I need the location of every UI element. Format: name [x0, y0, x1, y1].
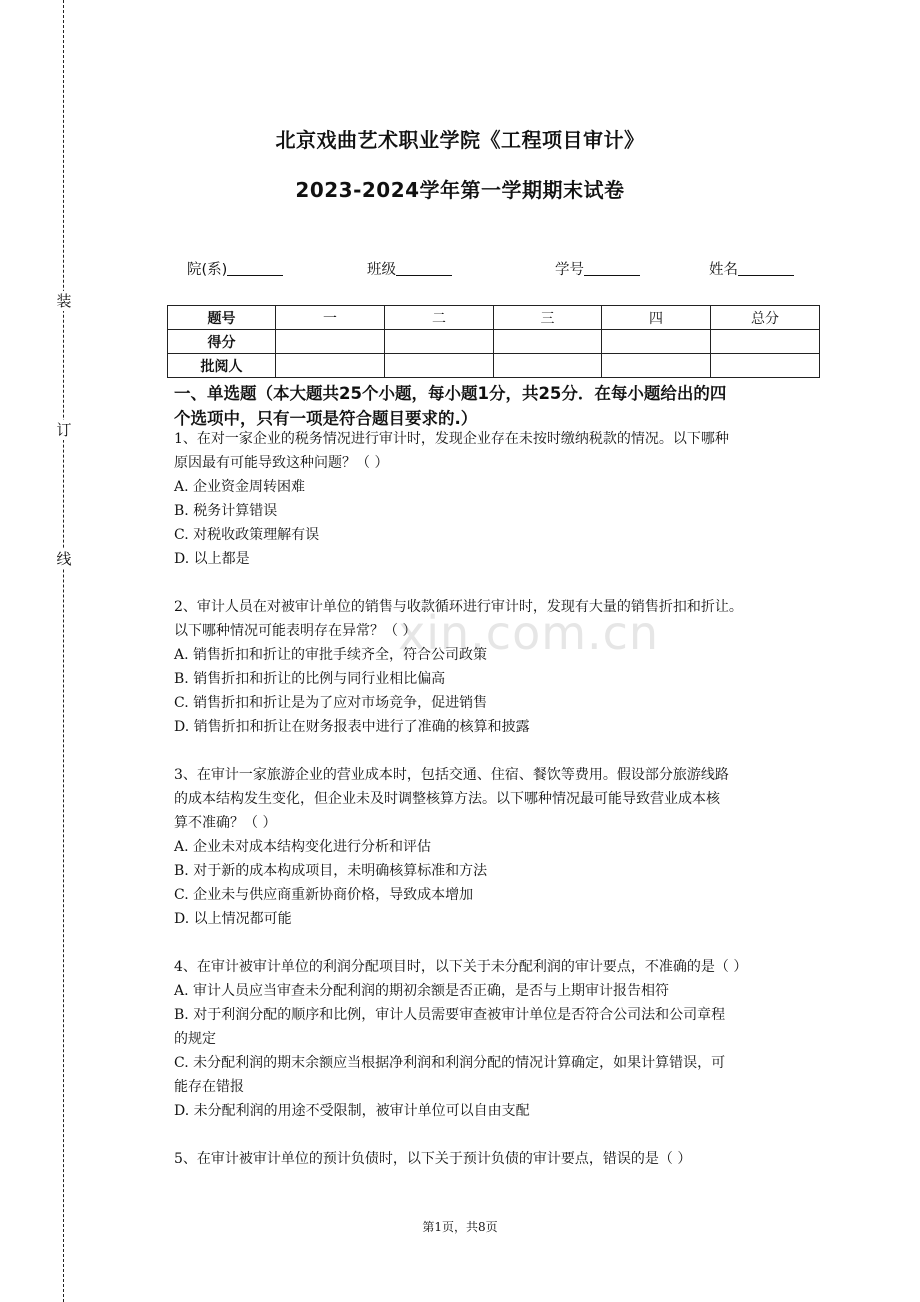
- score-header-cell: 四: [602, 306, 711, 330]
- answer-option: D. 以上都是: [174, 551, 250, 567]
- reviewer-cell[interactable]: [276, 354, 385, 378]
- score-cell[interactable]: [276, 330, 385, 354]
- answer-option: D. 以上情况都可能: [174, 911, 292, 927]
- class-label: 班级: [367, 262, 396, 278]
- question-stem-line: 2、审计人员在对被审计单位的销售与收款循环进行审计时，发现有大量的销售折扣和折让。: [174, 599, 743, 615]
- score-table-header-row: [168, 306, 820, 330]
- name-label: 姓名: [709, 262, 738, 278]
- binding-char-ding: 订: [56, 421, 72, 439]
- question-stem-line: 1、在对一家企业的税务情况进行审计时，发现企业存在未按时缴纳税款的情况。以下哪种: [174, 431, 729, 447]
- question-stem-line: 的成本结构发生变化，但企业未及时调整核算方法。以下哪种情况最可能导致营业成本核: [174, 791, 720, 807]
- student-info-row: [0, 258, 920, 280]
- score-cell[interactable]: [602, 330, 711, 354]
- answer-option: A. 企业未对成本结构变化进行分析和评估: [174, 839, 432, 855]
- score-cell[interactable]: [494, 330, 602, 354]
- question-3: [174, 763, 824, 931]
- question-stem-line: 4、在审计被审计单位的利润分配项目时，以下关于未分配利润的审计要点，不准确的是（ ）: [174, 959, 748, 975]
- score-header-cell: 总分: [711, 306, 820, 330]
- answer-option: B. 对于新的成本构成项目，未明确核算标准和方法: [174, 863, 488, 879]
- reviewer-cell[interactable]: [711, 354, 820, 378]
- class-blank[interactable]: [396, 259, 452, 276]
- name-field[interactable]: [709, 258, 794, 279]
- answer-option: B. 对于利润分配的顺序和比例，审计人员需要审查被审计单位是否符合公司法和公司章程: [174, 1007, 726, 1023]
- exam-title: 北京戏曲艺术职业学院《工程项目审计》: [275, 128, 645, 152]
- score-header-cell: 题号: [168, 306, 276, 330]
- answer-option: B. 销售折扣和折让的比例与同行业相比偏高: [174, 671, 446, 687]
- exam-subtitle: 2023-2024学年第一学期期末试卷: [295, 178, 625, 202]
- dept-field[interactable]: [187, 258, 283, 279]
- score-header-cell: 三: [494, 306, 602, 330]
- reviewer-cell[interactable]: [602, 354, 711, 378]
- answer-option: C. 销售折扣和折让是为了应对市场竞争，促进销售: [174, 695, 488, 711]
- answer-option: A. 审计人员应当审查未分配利润的期初余额是否正确，是否与上期审计报告相符: [174, 983, 670, 999]
- answer-option: 能存在错报: [174, 1079, 244, 1095]
- answer-option: C. 企业未与供应商重新协商价格，导致成本增加: [174, 887, 474, 903]
- question-list: [174, 427, 824, 1195]
- dept-blank[interactable]: [227, 259, 283, 276]
- binding-char-xian: 线: [56, 550, 72, 568]
- score-table-row: [168, 354, 820, 378]
- reviewer-cell[interactable]: [385, 354, 494, 378]
- answer-option: 的规定: [174, 1031, 216, 1047]
- score-table-row: [168, 330, 820, 354]
- score-header-cell: 二: [385, 306, 494, 330]
- score-cell[interactable]: [711, 330, 820, 354]
- answer-option: C. 对税收政策理解有误: [174, 527, 320, 543]
- answer-option: B. 税务计算错误: [174, 503, 278, 519]
- question-1: [174, 427, 824, 571]
- question-stem-line: 以下哪种情况可能表明存在异常？（ ）: [174, 623, 417, 639]
- score-row-label: 得分: [168, 330, 276, 354]
- name-blank[interactable]: [738, 259, 794, 276]
- class-field[interactable]: [367, 258, 452, 279]
- student-id-blank[interactable]: [584, 259, 640, 276]
- score-header-cell: 一: [276, 306, 385, 330]
- answer-option: A. 销售折扣和折让的审批手续齐全，符合公司政策: [174, 647, 488, 663]
- question-2: [174, 595, 824, 739]
- question-stem-line: 5、在审计被审计单位的预计负债时，以下关于预计负债的审计要点，错误的是（ ）: [174, 1151, 692, 1167]
- watermark: xin.com.cn: [398, 606, 660, 660]
- page-footer: 第1页，共8页: [422, 1220, 498, 1234]
- binding-char-zhuang: 装: [56, 292, 72, 310]
- answer-option: D. 销售折扣和折让在财务报表中进行了准确的核算和披露: [174, 719, 530, 735]
- score-table: [167, 305, 820, 378]
- answer-option: C. 未分配利润的期末余额应当根据净利润和利润分配的情况计算确定，如果计算错误，可: [174, 1055, 726, 1071]
- reviewer-cell[interactable]: [494, 354, 602, 378]
- answer-option: A. 企业资金周转困难: [174, 479, 306, 495]
- question-stem-line: 原因最有可能导致这种问题？（ ）: [174, 455, 389, 471]
- question-5: [174, 1147, 824, 1171]
- question-4: [174, 955, 824, 1123]
- score-cell[interactable]: [385, 330, 494, 354]
- answer-option: D. 未分配利润的用途不受限制，被审计单位可以自由支配: [174, 1103, 530, 1119]
- score-row-label: 批阅人: [168, 354, 276, 378]
- section-heading-line: 一、单选题（本大题共25个小题，每小题1分，共25分．在每小题给出的四: [174, 384, 727, 403]
- question-stem-line: 算不准确？（ ）: [174, 815, 277, 831]
- student-id-field[interactable]: [555, 258, 640, 279]
- section-heading-line: 个选项中，只有一项是符合题目要求的.）: [174, 409, 478, 428]
- question-stem-line: 3、在审计一家旅游企业的营业成本时，包括交通、住宿、餐饮等费用。假设部分旅游线路: [174, 767, 729, 783]
- dept-label: 院(系): [187, 262, 228, 278]
- student-id-label: 学号: [555, 262, 584, 278]
- section-heading: [174, 381, 824, 431]
